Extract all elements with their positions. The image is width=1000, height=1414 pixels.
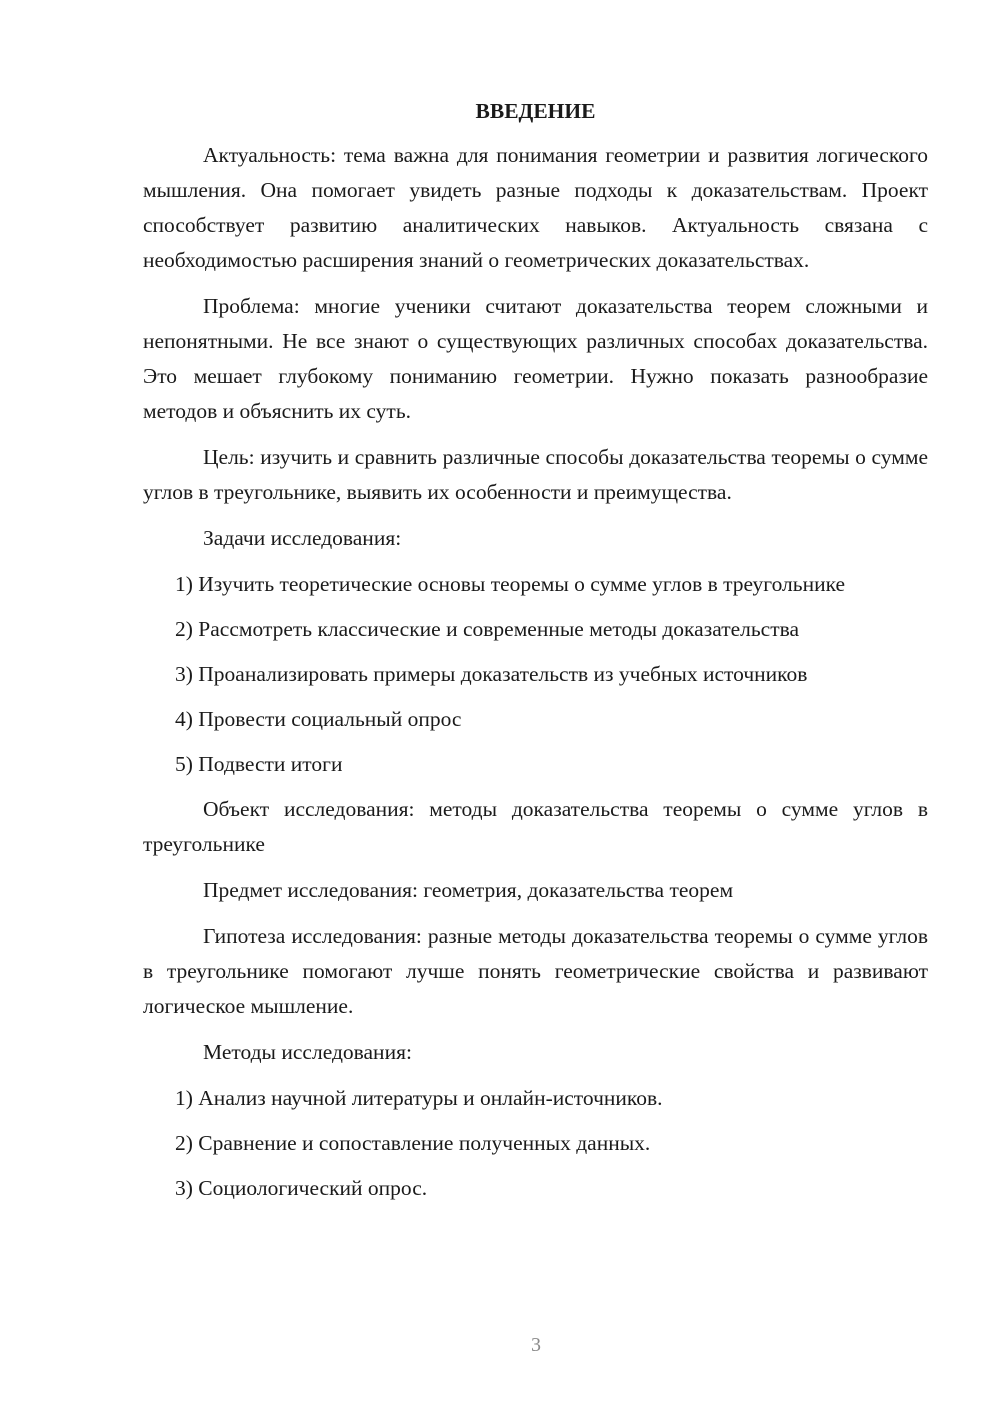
task-item-5: 5) Подвести итоги — [175, 752, 343, 776]
method-item-1: 1) Анализ научной литературы и онлайн-источников. — [175, 1086, 663, 1110]
hypothesis-paragraph: Гипотеза исследования: разные методы доказательства теоремы о сумме углов в треугольнике помогают лучше понять геометрические свойства и развивают логическое мышление. — [143, 924, 928, 1018]
page-title: ВВЕДЕНИЕ — [475, 99, 596, 123]
task-item-2: 2) Рассмотреть классические и современные методы доказательства — [175, 617, 800, 641]
relevance-paragraph: Актуальность: тема важна для понимания геометрии и развития логического мышления. Она помогает увидеть разные подходы к доказательствам. Проект способствует развитию аналитических навыков. Актуальность связана с необходимостью расширения знаний о геометрических доказательствах. — [143, 143, 928, 272]
task-item-3: 3) Проанализировать примеры доказательств из учебных источников — [175, 662, 808, 686]
goal-paragraph: Цель: изучить и сравнить различные способы доказательства теоремы о сумме углов в треугольнике, выявить их особенности и преимущества. — [143, 445, 928, 504]
object-paragraph: Объект исследования: методы доказательства теоремы о сумме углов в треугольнике — [143, 797, 928, 856]
method-item-2: 2) Сравнение и сопоставление полученных данных. — [175, 1131, 651, 1155]
page-number: 3 — [531, 1334, 541, 1356]
document-page — [143, 95, 928, 1216]
methods-heading: Методы исследования: — [203, 1040, 412, 1064]
problem-paragraph: Проблема: многие ученики считают доказательства теорем сложными и непонятными. Не все знают о существующих различных способах доказательства. Это мешает глубокому пониманию геометрии. Нужно показать разнообразие методов и объяснить их суть. — [143, 294, 928, 423]
method-item-3: 3) Социологический опрос. — [175, 1176, 428, 1200]
subject-paragraph: Предмет исследования: геометрия, доказательства теорем — [203, 878, 734, 902]
task-item-1: 1) Изучить теоретические основы теоремы о сумме углов в треугольнике — [175, 572, 846, 596]
task-item-4: 4) Провести социальный опрос — [175, 707, 462, 731]
tasks-heading: Задачи исследования: — [203, 526, 402, 550]
